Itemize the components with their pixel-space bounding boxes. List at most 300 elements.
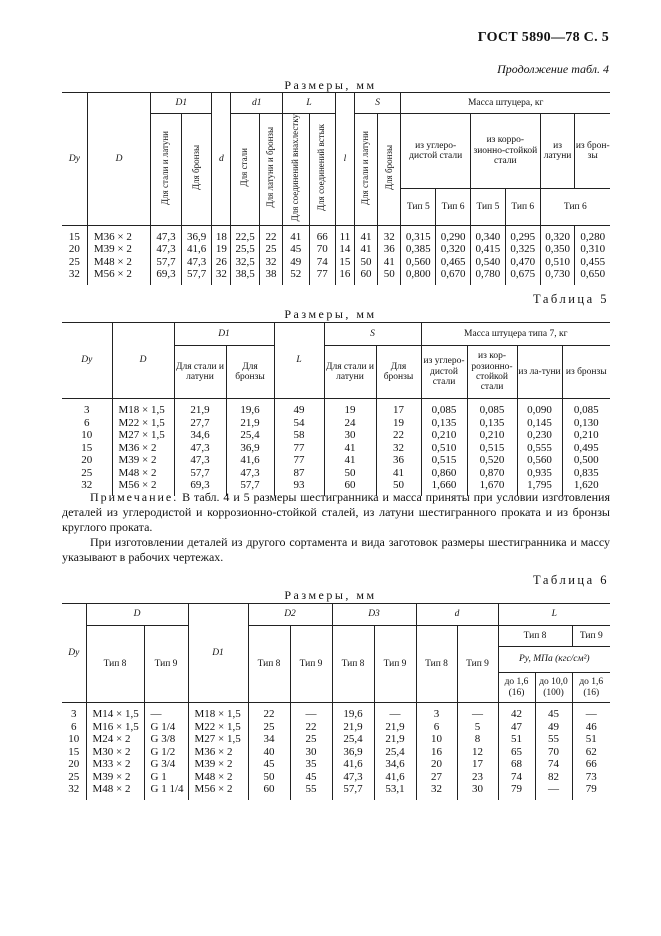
table-cell: 0,495 — [562, 442, 610, 455]
table-cell: 16 — [416, 746, 457, 759]
table-cell: М36 × 2 — [87, 225, 150, 243]
table-cell: 0,210 — [421, 429, 467, 442]
table-row — [62, 417, 610, 430]
t6-col-d2: D2 — [248, 604, 332, 626]
t6-d-type8: Тип 8 — [86, 626, 144, 703]
t6-ds-type8: Тип 8 — [416, 626, 457, 703]
table-cell: 10 — [416, 733, 457, 746]
mass-bronze: из брон-зы — [575, 114, 610, 189]
t6-d3-type8: Тип 8 — [332, 626, 374, 703]
table4 — [62, 92, 610, 285]
t6-d3-type9: Тип 9 — [374, 626, 416, 703]
t5-col-dy: Dy — [62, 323, 112, 399]
t5-col-d1: D1 — [174, 323, 274, 346]
table-cell: 20 — [416, 758, 457, 771]
table-cell: 41 — [354, 243, 377, 256]
table-cell: 82 — [535, 771, 572, 784]
t5-col-d: D — [112, 323, 174, 399]
table-cell: 0,310 — [575, 243, 610, 256]
table-cell: 0,320 — [540, 225, 575, 243]
table-cell: 45 — [535, 703, 572, 721]
table-cell: М22 × 1,5 — [188, 721, 248, 734]
table-cell: 50 — [378, 268, 401, 281]
table-cell: 47,3 — [151, 243, 182, 256]
type6-c: Тип 6 — [540, 189, 610, 226]
table-cell: 41 — [376, 467, 421, 480]
sub-brass-bronze: Для латуни и бронзы — [259, 114, 282, 226]
table-cell: 0,555 — [517, 442, 562, 455]
table-cell: 32 — [259, 256, 282, 269]
table-cell: 20 — [62, 758, 86, 771]
table-cell: 47,3 — [226, 467, 274, 480]
sub-s-bronze: Для бронзы — [378, 114, 401, 226]
col-d-small: d — [212, 93, 231, 226]
t5-sub-steel-brass: Для стали и латуни — [174, 346, 226, 399]
table-cell: 21,9 — [374, 733, 416, 746]
table-cell: 0,560 — [401, 256, 436, 269]
table-cell: М39 × 2 — [87, 243, 150, 256]
t6-col-dy: Dy — [62, 604, 86, 703]
table-cell: 10 — [62, 733, 86, 746]
table-cell: 69,3 — [151, 268, 182, 281]
table-cell: 25,4 — [332, 733, 374, 746]
table-cell: 0,675 — [505, 268, 540, 281]
table-cell: 62 — [572, 746, 610, 759]
note-paragraph-1 — [62, 490, 610, 535]
table-cell: 36 — [376, 454, 421, 467]
table-cell: 41,6 — [374, 771, 416, 784]
table-cell: 32 — [62, 783, 86, 796]
table-cell: 15 — [335, 256, 354, 269]
table-row — [62, 733, 610, 746]
table-cell: 30 — [457, 783, 498, 796]
table-cell: 73 — [572, 771, 610, 784]
table-cell: 0,415 — [471, 243, 506, 256]
table-cell: 36,9 — [332, 746, 374, 759]
table-cell: М33 × 2 — [86, 758, 144, 771]
table4-caption: Размеры, мм — [284, 78, 377, 92]
table-cell: 49 — [283, 256, 309, 269]
table-cell: 34,6 — [174, 429, 226, 442]
table-cell: 16 — [335, 268, 354, 281]
table-cell: 32 — [378, 225, 401, 243]
table-cell: 22 — [376, 429, 421, 442]
table-cell: 19,6 — [332, 703, 374, 721]
table-cell: 19 — [212, 243, 231, 256]
mass-corrosion: из корро-зионно-стойкой стали — [471, 114, 541, 189]
table-cell: 0,935 — [517, 467, 562, 480]
table-cell: 41 — [283, 225, 309, 243]
table-cell: 21,9 — [226, 417, 274, 430]
table-cell: 0,085 — [421, 399, 467, 417]
table-cell: 34 — [248, 733, 290, 746]
col-mass: Масса штуцера, кг — [401, 93, 610, 114]
table-cell: 25 — [62, 467, 112, 480]
t6-col-L: L — [498, 604, 610, 626]
sub-s-steel-brass: Для стали и латуни — [354, 114, 377, 226]
table-cell: 0,730 — [540, 268, 575, 281]
sub-butt: Для соединений встык — [309, 114, 335, 226]
t5-sub-bronze: Для бронзы — [226, 346, 274, 399]
table-bottom-pad — [62, 281, 610, 285]
table-cell: 17 — [457, 758, 498, 771]
table-cell: 38 — [259, 268, 282, 281]
table-cell: М48 × 2 — [87, 256, 150, 269]
table-cell: 51 — [498, 733, 535, 746]
table-cell: 79 — [498, 783, 535, 796]
t5-s-steel-brass: Для стали и латуни — [324, 346, 376, 399]
table-cell: 50 — [376, 479, 421, 492]
table-cell: М14 × 1,5 — [86, 703, 144, 721]
table-cell: 36 — [378, 243, 401, 256]
table-cell: 93 — [274, 479, 324, 492]
table-cell: 0,290 — [436, 225, 471, 243]
table-cell: 27,7 — [174, 417, 226, 430]
t6-ds-type9: Тип 9 — [457, 626, 498, 703]
table-cell: 45 — [290, 771, 332, 784]
table-cell: М27 × 1,5 — [188, 733, 248, 746]
table6-body — [62, 703, 610, 800]
t5-col-mass: Масса штуцера типа 7, кг — [421, 323, 610, 346]
type6-a: Тип 6 — [436, 189, 471, 226]
sub-steel-brass: Для стали и латуни — [151, 114, 182, 226]
table-cell: 25 — [248, 721, 290, 734]
table-cell: 3 — [416, 703, 457, 721]
table-cell: 49 — [535, 721, 572, 734]
table-cell: 23 — [457, 771, 498, 784]
table-cell: 0,670 — [436, 268, 471, 281]
table-cell: 41 — [324, 454, 376, 467]
table-row — [62, 746, 610, 759]
table-cell: 0,510 — [421, 442, 467, 455]
table4-body — [62, 225, 610, 285]
table-cell: 41,6 — [332, 758, 374, 771]
table-cell: 79 — [572, 783, 610, 796]
table-cell: 0,650 — [575, 268, 610, 281]
table-cell: 58 — [274, 429, 324, 442]
table-cell: 40 — [248, 746, 290, 759]
table-cell: 0,130 — [562, 417, 610, 430]
table-cell: 5 — [457, 721, 498, 734]
table-cell: 19,6 — [226, 399, 274, 417]
col-d1: D1 — [151, 93, 212, 114]
t6-p3: до 1,6 (16) — [572, 673, 610, 703]
t6-pressure: Pу, МПа (кгс/см²) — [498, 647, 610, 673]
table-cell: 41,6 — [226, 454, 274, 467]
table-cell: 0,800 — [401, 268, 436, 281]
table-cell: 0,455 — [575, 256, 610, 269]
table-cell: — — [572, 703, 610, 721]
table-cell: 15 — [62, 225, 87, 243]
table-cell: 47,3 — [181, 256, 212, 269]
table-cell: 0,210 — [467, 429, 517, 442]
table-cell: 22 — [248, 703, 290, 721]
table-cell: 14 — [335, 243, 354, 256]
table-cell: 47,3 — [332, 771, 374, 784]
col-d1-small: d1 — [231, 93, 283, 114]
table-cell: 66 — [309, 225, 335, 243]
mass-carbon: из углеро-дистой стали — [401, 114, 471, 189]
table-cell: 27 — [416, 771, 457, 784]
table-cell: 74 — [498, 771, 535, 784]
table-cell: 69,3 — [174, 479, 226, 492]
table-cell: — — [535, 783, 572, 796]
table-cell: М48 × 2 — [188, 771, 248, 784]
col-dy: Dy — [62, 93, 87, 226]
table-cell: 25 — [62, 256, 87, 269]
table-cell: 45 — [248, 758, 290, 771]
table-row — [62, 399, 610, 417]
table-cell: 22 — [259, 225, 282, 243]
table-cell: 42 — [498, 703, 535, 721]
table-cell: 0,835 — [562, 467, 610, 480]
table-cell: 0,520 — [467, 454, 517, 467]
table-cell: М27 × 1,5 — [112, 429, 174, 442]
table-cell: 53,1 — [374, 783, 416, 796]
table-cell: 0,340 — [471, 225, 506, 243]
table-cell: М39 × 2 — [188, 758, 248, 771]
table-row — [62, 243, 610, 256]
table-cell: — — [290, 703, 332, 721]
table-cell: 38,5 — [231, 268, 260, 281]
t6-d2-type8: Тип 8 — [248, 626, 290, 703]
table-cell: М18 × 1,5 — [188, 703, 248, 721]
table-row — [62, 256, 610, 269]
table-cell: 18 — [212, 225, 231, 243]
table-cell: 25 — [259, 243, 282, 256]
table-cell: 50 — [324, 467, 376, 480]
table-cell: 0,540 — [471, 256, 506, 269]
table-cell: М56 × 2 — [188, 783, 248, 796]
type6-b: Тип 6 — [505, 189, 540, 226]
table-row — [62, 783, 610, 796]
table-cell: 6 — [62, 721, 86, 734]
table-cell: 32 — [376, 442, 421, 455]
table-cell: 0,350 — [540, 243, 575, 256]
t5-mass-bronze: из бронзы — [562, 346, 610, 399]
table-cell: 57,7 — [226, 479, 274, 492]
table-row — [62, 771, 610, 784]
table-row — [62, 442, 610, 455]
t5-col-S: S — [324, 323, 421, 346]
col-l: l — [335, 93, 354, 226]
table-cell: 70 — [535, 746, 572, 759]
table-cell: 36,9 — [226, 442, 274, 455]
table-cell: 3 — [62, 399, 112, 417]
table-cell: 50 — [248, 771, 290, 784]
table-cell: 21,9 — [174, 399, 226, 417]
t6-col-d3: D3 — [332, 604, 416, 626]
table-cell: М36 × 2 — [112, 442, 174, 455]
table-cell: 65 — [498, 746, 535, 759]
table-cell: — — [144, 703, 188, 721]
table-cell: 19 — [324, 399, 376, 417]
table-cell: 41 — [324, 442, 376, 455]
table-cell: 77 — [309, 268, 335, 281]
table-cell: 30 — [290, 746, 332, 759]
table5-label: Таблица 5 — [533, 292, 609, 306]
t5-mass-brass: из ла-туни — [517, 346, 562, 399]
table-cell: 20 — [62, 454, 112, 467]
table-cell: 1,795 — [517, 479, 562, 492]
table-row — [62, 467, 610, 480]
table-cell: 35 — [290, 758, 332, 771]
table-row — [62, 225, 610, 243]
table-cell: 32 — [62, 479, 112, 492]
table-cell: 0,315 — [401, 225, 436, 243]
t6-col-d: D — [86, 604, 188, 626]
t5-mass-corrosion: из кор-розионно-стойкой стали — [467, 346, 517, 399]
table-cell: 6 — [416, 721, 457, 734]
t6-L-type9: Тип 9 — [572, 626, 610, 647]
table-cell: 0,500 — [562, 454, 610, 467]
t6-d2-type9: Тип 9 — [290, 626, 332, 703]
table-cell: 49 — [274, 399, 324, 417]
t5-s-bronze: Для бронзы — [376, 346, 421, 399]
table-row — [62, 268, 610, 281]
table5 — [62, 322, 610, 496]
table-cell: 12 — [457, 746, 498, 759]
table-cell: 54 — [274, 417, 324, 430]
table-cell: 25 — [290, 733, 332, 746]
table-cell: 87 — [274, 467, 324, 480]
table-bottom-pad — [62, 796, 610, 800]
table-cell: 32 — [416, 783, 457, 796]
table-cell: М16 × 1,5 — [86, 721, 144, 734]
table-cell: 20 — [62, 243, 87, 256]
table-cell: 3 — [62, 703, 86, 721]
table-cell: М48 × 2 — [112, 467, 174, 480]
table-cell: 0,515 — [467, 442, 517, 455]
table-cell: 68 — [498, 758, 535, 771]
table-cell: 32 — [62, 268, 87, 281]
col-d: D — [87, 93, 150, 226]
table-cell: 15 — [62, 746, 86, 759]
table-cell: 21,9 — [332, 721, 374, 734]
table-cell: 55 — [290, 783, 332, 796]
table-cell: 15 — [62, 442, 112, 455]
table-cell: 34,6 — [374, 758, 416, 771]
table-cell: М36 × 2 — [188, 746, 248, 759]
type5-b: Тип 5 — [471, 189, 506, 226]
col-S: S — [354, 93, 400, 114]
sub-overlap: Для соединений внахлестку — [283, 114, 309, 226]
table-cell: G 3/8 — [144, 733, 188, 746]
table-cell: 0,085 — [562, 399, 610, 417]
table-cell: 25,4 — [226, 429, 274, 442]
table-cell: 74 — [535, 758, 572, 771]
table-cell: 25,4 — [374, 746, 416, 759]
table-cell: 51 — [572, 733, 610, 746]
table-cell: G 1/4 — [144, 721, 188, 734]
continuation-label: Продолжение табл. 4 — [497, 62, 609, 76]
table-cell: 10 — [62, 429, 112, 442]
table-cell: 25,5 — [231, 243, 260, 256]
table-cell: 41 — [378, 256, 401, 269]
note-block — [62, 490, 610, 565]
note-text-1: В табл. 4 и 5 размеры шестигранника и масса приняты при условии изготовления деталей из углеродистой и коррозионно-стойкой сталей, из латуни шестигранного проката и из бронзы круглого проката. — [62, 490, 610, 534]
note-label: Примечание. — [90, 490, 179, 504]
note-paragraph-2: При изготовлении деталей из другого сортамента и вида заготовок размеры шестигранника и массу указывают в рабочих чертежах. — [62, 535, 610, 564]
table-cell: 0,210 — [562, 429, 610, 442]
table-cell: 0,560 — [517, 454, 562, 467]
table-cell: 19 — [376, 417, 421, 430]
table-cell: 1,670 — [467, 479, 517, 492]
table-cell: 24 — [324, 417, 376, 430]
table-cell: 0,870 — [467, 467, 517, 480]
table-cell: 1,660 — [421, 479, 467, 492]
table-cell: 0,510 — [540, 256, 575, 269]
mass-brass: из латуни — [540, 114, 575, 189]
table-cell: 60 — [354, 268, 377, 281]
table-cell: 60 — [324, 479, 376, 492]
table-cell: 0,465 — [436, 256, 471, 269]
table-cell: 17 — [376, 399, 421, 417]
table-cell: М22 × 1,5 — [112, 417, 174, 430]
table6 — [62, 603, 610, 800]
table-cell: 6 — [62, 417, 112, 430]
table-cell: 45 — [283, 243, 309, 256]
table-cell: 77 — [274, 442, 324, 455]
table-cell: 11 — [335, 225, 354, 243]
table-row — [62, 454, 610, 467]
table-cell: 30 — [324, 429, 376, 442]
table-cell: 0,090 — [517, 399, 562, 417]
table-cell: 0,295 — [505, 225, 540, 243]
table-cell: 41,6 — [181, 243, 212, 256]
table-cell: 0,230 — [517, 429, 562, 442]
table5-caption: Размеры, мм — [284, 307, 377, 321]
table5-body — [62, 399, 610, 496]
table-cell: 57,7 — [174, 467, 226, 480]
table-cell: 25 — [62, 771, 86, 784]
table-row — [62, 429, 610, 442]
table-cell: 47,3 — [174, 442, 226, 455]
table-cell: 0,135 — [467, 417, 517, 430]
table-cell: 0,320 — [436, 243, 471, 256]
table-cell: 36,9 — [181, 225, 212, 243]
sub-bronze: Для бронзы — [181, 114, 212, 226]
table-cell: 50 — [354, 256, 377, 269]
table-cell: 47,3 — [174, 454, 226, 467]
table-cell: М18 × 1,5 — [112, 399, 174, 417]
table-cell: 32,5 — [231, 256, 260, 269]
table-cell: 0,280 — [575, 225, 610, 243]
table-cell: М56 × 2 — [87, 268, 150, 281]
table-cell: М39 × 2 — [86, 771, 144, 784]
col-L: L — [283, 93, 336, 114]
t6-p2: до 10,0 (100) — [535, 673, 572, 703]
table-cell: 0,085 — [467, 399, 517, 417]
table-cell: 0,860 — [421, 467, 467, 480]
table-cell: 0,780 — [471, 268, 506, 281]
table-cell: М30 × 2 — [86, 746, 144, 759]
table-cell: 1,620 — [562, 479, 610, 492]
table-cell: 0,135 — [421, 417, 467, 430]
table-cell: 0,470 — [505, 256, 540, 269]
table-cell: 57,7 — [181, 268, 212, 281]
t6-p1: до 1,6 (16) — [498, 673, 535, 703]
table-cell: 46 — [572, 721, 610, 734]
table-cell: 0,325 — [505, 243, 540, 256]
t6-d-type9: Тип 9 — [144, 626, 188, 703]
t5-col-L: L — [274, 323, 324, 399]
table-row — [62, 703, 610, 721]
table-cell: 55 — [535, 733, 572, 746]
table-cell: 52 — [283, 268, 309, 281]
table-cell: 66 — [572, 758, 610, 771]
table-cell: 32 — [212, 268, 231, 281]
